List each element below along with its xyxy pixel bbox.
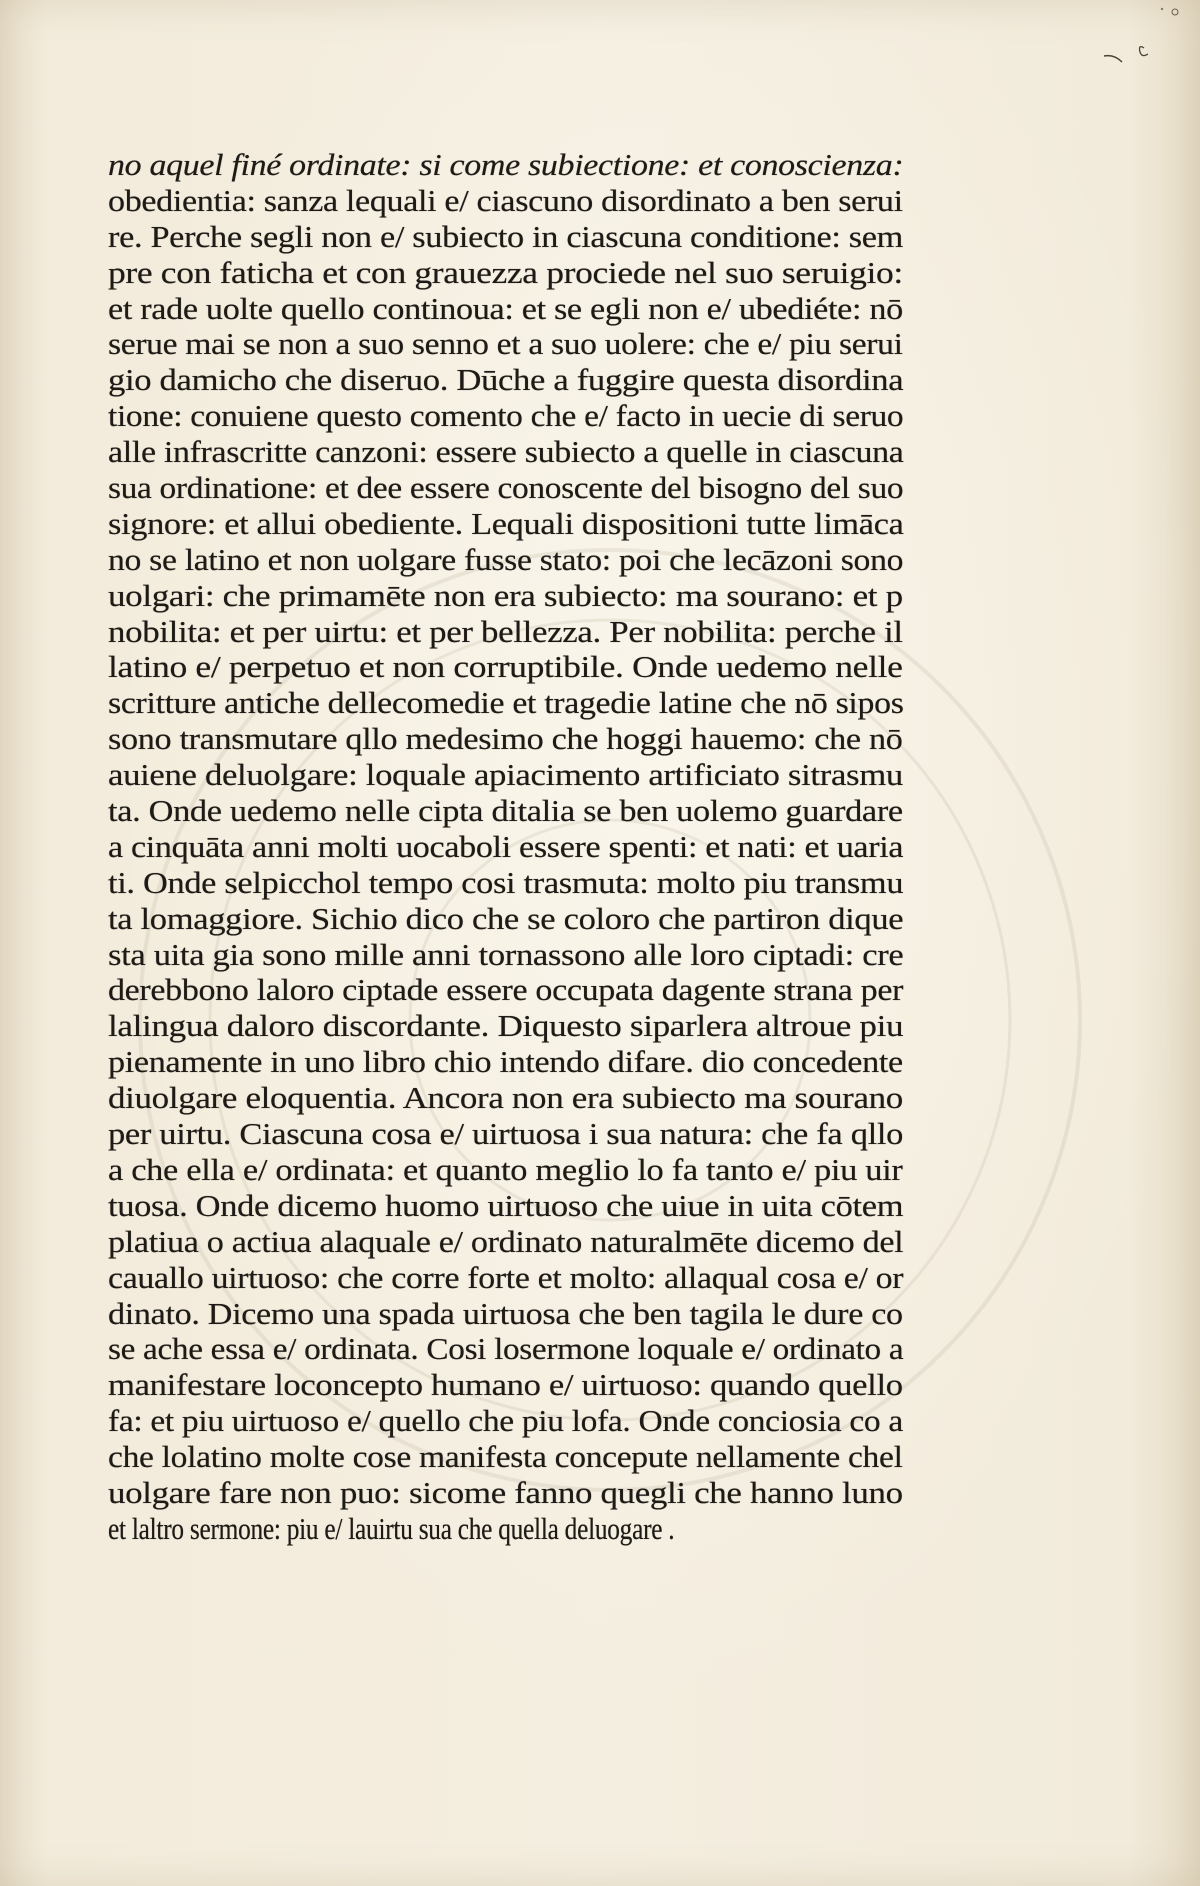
text-line: et laltro sermone: piu e/ lauirtu sua che quella deluogare . (108, 1511, 675, 1546)
text-line: scritture antiche dellecomedie et tragedie latine che nō sipos (108, 686, 904, 721)
text-line: pienamente in uno libro chio intendo difare. dio concedente (108, 1045, 903, 1080)
text-line: alle infrascritte canzoni: essere subiecto a quelle in ciascuna (108, 435, 904, 470)
text-line: lalingua daloro discordante. Diquesto siparlera altroue piu (108, 1009, 904, 1044)
text-line: a che ella e/ ordinata: et quanto meglio lo fa tanto e/ piu uir (108, 1152, 903, 1187)
text-line: no se latino et non uolgare fusse stato: poi che lecāzoni sono (108, 542, 904, 577)
text-line: manifestare loconcepto humano e/ uirtuoso: quando quello (108, 1368, 903, 1403)
text-line: cauallo uirtuoso: che corre forte et molto: allaqual cosa e/ or (108, 1260, 904, 1295)
text-line: uolgari: che primamēte non era subiecto: ma sourano: et p (108, 578, 903, 613)
incunabulum-text (108, 148, 903, 1548)
text-line: tuosa. Onde dicemo huomo uirtuoso che uiue in uita cōtem (108, 1188, 904, 1223)
corner-ink-mark (1142, 6, 1182, 26)
text-line: se ache essa e/ ordinata. Cosi losermone loquale e/ ordinato a (108, 1332, 904, 1367)
pencil-annotation (1100, 34, 1170, 74)
text-line: a cinquāta anni molti uocaboli essere spenti: et nati: et uaria (108, 829, 904, 864)
text-line: obedientia: sanza lequali e/ ciascuno disordinato a ben serui (108, 183, 903, 218)
text-line: no aquel finé ordinate: si come subiectione: et conoscienza: (108, 148, 904, 182)
text-line: signore: et allui obediente. Lequali dispositioni tutte limāca (108, 506, 904, 541)
text-line: sono transmutare qllo medesimo che hoggi hauemo: che nō (108, 722, 903, 757)
text-line: per uirtu. Ciascuna cosa e/ uirtuosa i sua natura: che fa qllo (108, 1117, 903, 1152)
text-line: sua ordinatione: et dee essere conoscente del bisogno del suo (108, 471, 904, 506)
text-line: platiua o actiua alaquale e/ ordinato naturalmēte dicemo del (108, 1224, 904, 1259)
text-line: ta. Onde uedemo nelle cipta ditalia se ben uolemo guardare (108, 794, 903, 829)
text-line: serue mai se non a suo senno et a suo uolere: che e/ piu serui (108, 327, 903, 362)
text-line: diuolgare eloquentia. Ancora non era subiecto ma sourano (108, 1081, 903, 1116)
text-line: ti. Onde selpicchol tempo cosi trasmuta: molto piu transmu (108, 865, 904, 900)
text-line: et rade uolte quello continoua: et se egli non e/ ubediéte: nō (108, 291, 903, 326)
text-line: auiene deluolgare: loquale apiacimento artificiato sitrasmu (108, 758, 903, 793)
text-line: fa: et piu uirtuoso e/ quello che piu lofa. Onde conciosia co a (108, 1404, 903, 1439)
text-line: sta uita gia sono mille anni tornassono alle loro ciptadi: cre (108, 937, 904, 972)
text-line: latino e/ perpetuo et non corruptibile. Onde uedemo nelle (108, 650, 903, 685)
text-line: dinato. Dicemo una spada uirtuosa che ben tagila le dure co (108, 1296, 903, 1331)
text-line: re. Perche segli non e/ subiecto in ciascuna conditione: sem (108, 219, 904, 254)
text-line: uolgare fare non puo: sicome fanno quegli che hanno luno (108, 1475, 903, 1510)
text-line: derebbono laloro ciptade essere occupata dagente strana per (108, 973, 904, 1008)
text-line: pre con faticha et con grauezza prociede nel suo seruigio: (108, 255, 903, 290)
text-line: che lolatino molte cose manifesta concepute nellamente chel (108, 1440, 903, 1475)
text-line: tione: conuiene questo comento che e/ facto in uecie di seruo (108, 399, 904, 434)
text-line: nobilita: et per uirtu: et per bellezza. Per nobilita: perche il (108, 614, 903, 649)
text-line: gio damicho che diseruo. Dūche a fuggire questa disordina (108, 363, 904, 398)
text-line: ta lomaggiore. Sichio dico che se coloro che partiron dique (108, 901, 904, 936)
